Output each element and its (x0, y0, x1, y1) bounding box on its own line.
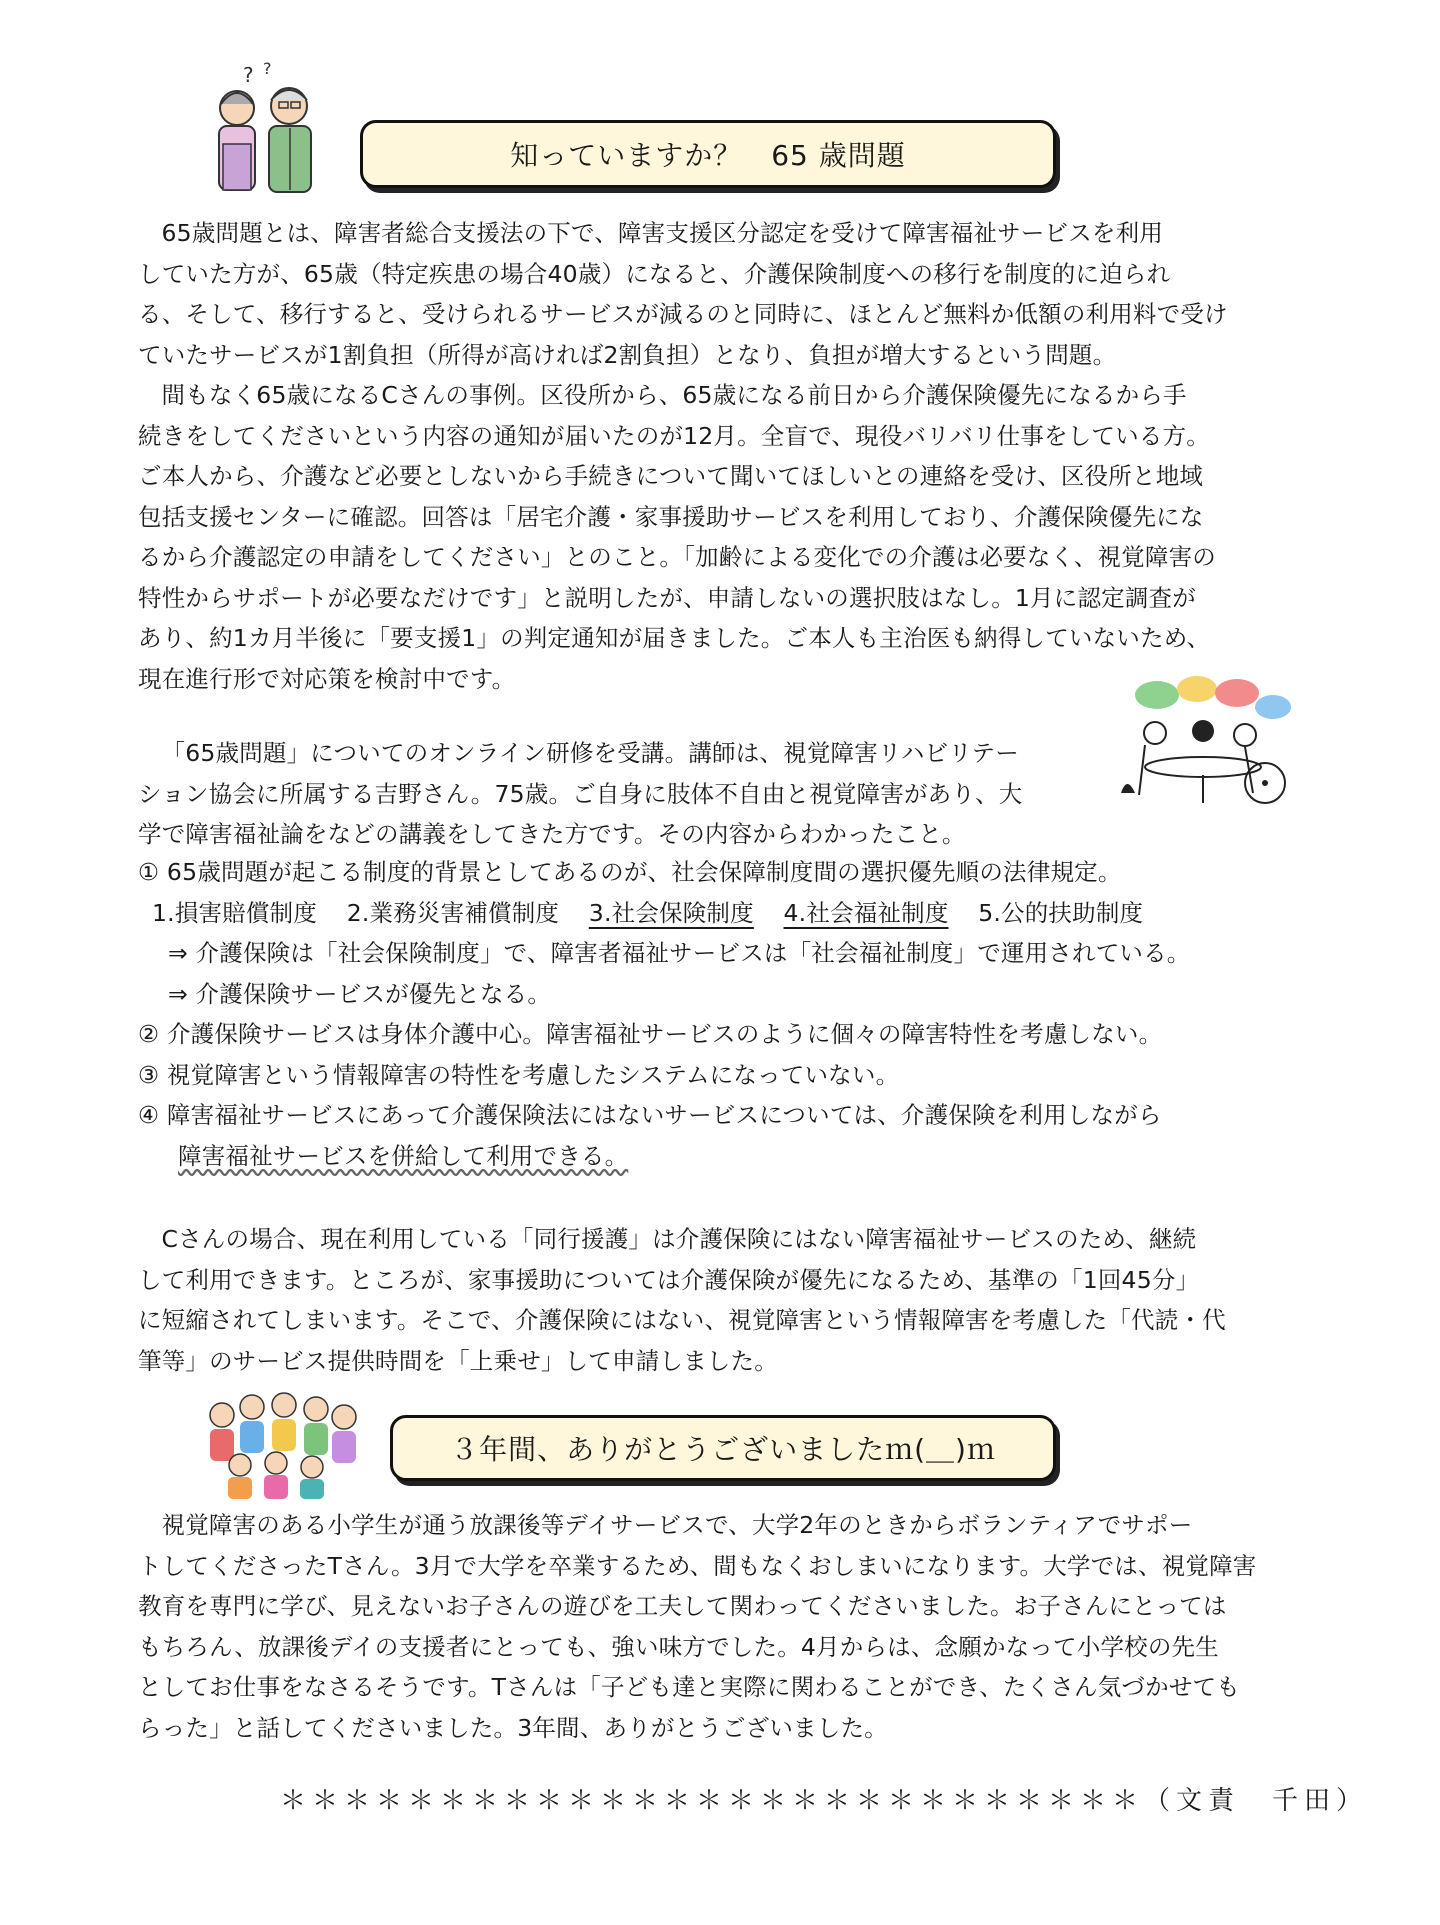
text-line: 「65歳問題」についてのオンライン研修を受講。講師は、視覚障害リハビリテー (161, 739, 1019, 767)
text-line: るから介護認定の申請をしてください」とのこと。「加齢による変化での介護は必要なく、視覚障害の (138, 543, 1216, 571)
text-line: ていたサービスが1割負担（所得が高ければ2割負担）となり、負担が増大するという問題。 (138, 340, 1117, 369)
text-line: あり、約1カ月半後に「要支援1」の判定通知が届きました。ご本人も主治医も納得していないため、 (138, 624, 1211, 652)
thanks-text (138, 1505, 1318, 1748)
list-item-continuation: 障害福祉サービスを併給して利用できる。 (178, 1141, 629, 1170)
svg-text:?: ? (263, 60, 272, 78)
svg-text:?: ? (243, 63, 254, 87)
children-group-illustration (200, 1385, 365, 1500)
text-line: 教育を専門に学び、見えないお子さんの遊びを工夫して関わってくださいました。お子さんにとっては (138, 1592, 1227, 1620)
text-line: 特性からサポートが必要なだけです」と説明したが、申請しないの選択肢はなし。1月に認定調査が (138, 583, 1196, 612)
text-line: していた方が、65歳（特定疾患の場合40歳）になると、介護保険制度への移行を制度的に迫られ (138, 259, 1171, 288)
law-item: 1.損害賠償制度 (152, 898, 318, 927)
list-item: ⇒ 介護保険サービスが優先となる。 (168, 979, 552, 1008)
text-line: トしてくださったTさん。3月で大学を卒業するため、間もなくおしまいになります。大学では、視覚障害 (138, 1551, 1257, 1580)
intro-and-case-text (138, 213, 1318, 699)
group-conversation-illustration (1115, 675, 1295, 810)
list-item: ③ 視覚障害という情報障害の特性を考慮したシステムになっていない。 (138, 1060, 900, 1089)
list-item: ⇒ 介護保険は「社会保険制度」で、障害者福祉サービスは「社会福祉制度」で運用されている。 (168, 939, 1191, 967)
points-list (138, 852, 1338, 1176)
section-heading-65-issue: 知っていますか？ 65 歳問題 (360, 120, 1056, 188)
text-line: 続きをしてくださいという内容の通知が届いたのが12月。全盲で、現役バリバリ仕事をしている方。 (138, 421, 1210, 450)
text-line: 視覚障害のある小学生が通う放課後等デイサービスで、大学2年のときからボランティアでサポー (161, 1511, 1193, 1539)
text-line: に短縮されてしまいます。そこで、介護保険にはない、視覚障害という情報障害を考慮した「代読・代 (138, 1306, 1226, 1334)
text-line: して利用できます。ところが、家事援助については介護保険が優先になるため、基準の「1回45分」 (138, 1265, 1200, 1294)
text-line: もちろん、放課後デイの支援者にとっても、強い味方でした。4月からは、念願かなって小学校の先生 (138, 1632, 1219, 1661)
list-item: ④ 障害福祉サービスにあって介護保険法にはないサービスについては、介護保険を利用しながら (138, 1101, 1162, 1129)
text-line: Cさんの場合、現在利用している「同行援護」は介護保険にはない障害福祉サービスのため、継続 (161, 1225, 1197, 1253)
law-item: 3.社会保険制度 (588, 898, 754, 927)
text-line: 学で障害福祉論をなどの講義をしてきた方です。その内容からわかったこと。 (138, 820, 966, 848)
text-line: 65歳問題とは、障害者総合支援法の下で、障害支援区分認定を受けて障害福祉サービスを利用 (161, 219, 1164, 247)
training-text (138, 733, 1118, 855)
text-line: ション協会に所属する吉野さん。75歳。ご自身に肢体不自由と視覚障害があり、大 (138, 779, 1023, 808)
text-line: る、そして、移行すると、受けられるサービスが減るのと同時に、ほとんど無料か低額の利用料で受け (138, 300, 1228, 328)
text-line: ご本人から、介護など必要としないから手続きについて聞いてほしいとの連絡を受け、区役所と地域 (138, 462, 1204, 490)
law-list (138, 893, 1338, 934)
law-item: 5.公的扶助制度 (978, 898, 1144, 927)
text-line: 包括支援センターに確認。回答は「居宅介護・家事援助サービスを利用しており、介護保険優先にな (138, 502, 1204, 531)
law-item: 2.業務災害補償制度 (346, 898, 560, 927)
text-line: らった」と話してくださいました。3年間、ありがとうございました。 (138, 1713, 888, 1742)
law-item: 4.社会福祉制度 (783, 898, 949, 927)
section-heading-thanks: ３年間、ありがとうございましたｍ(＿)ｍ (390, 1415, 1056, 1481)
author-signature: ＊＊＊＊＊＊＊＊＊＊＊＊＊＊＊＊＊＊＊＊＊＊＊＊＊＊＊（文責 千田） (280, 1786, 1369, 1816)
text-line: 間もなく65歳になるCさんの事例。区役所から、65歳になる前日から介護保険優先になるから手 (161, 381, 1187, 409)
text-line: 現在進行形で対応策を検討中です。 (138, 664, 516, 693)
list-item: ② 介護保険サービスは身体介護中心。障害福祉サービスのように個々の障害特性を考慮しない。 (138, 1020, 1163, 1048)
list-item: ① 65歳問題が起こる制度的背景としてあるのが、社会保障制度間の選択優先順の法律規定。 (138, 858, 1122, 886)
conclusion-text (138, 1219, 1318, 1381)
text-line: 筆等」のサービス提供時間を「上乗せ」して申請しました。 (138, 1346, 778, 1375)
text-line: としてお仕事をなさるそうです。Tさんは「子ども達と実際に関わることができ、たくさん気づかせても (138, 1673, 1240, 1701)
elderly-couple-illustration (205, 60, 330, 200)
